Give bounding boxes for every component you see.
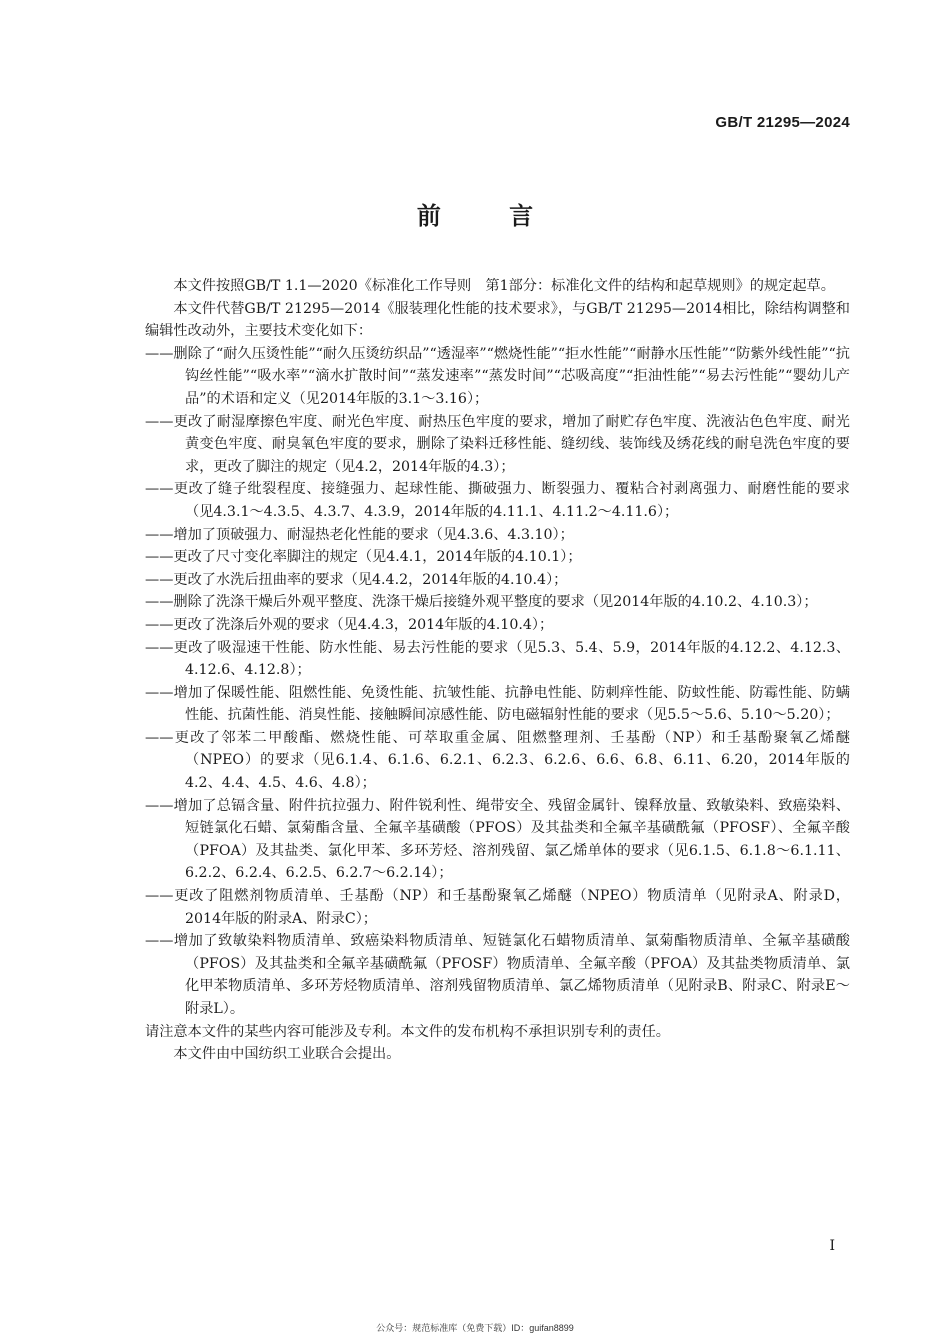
- change-item: ——更改了水洗后扭曲率的要求（见4.4.2，2014年版的4.10.4）；: [145, 571, 568, 588]
- change-item: ——更改了洗涤后外观的要求（见4.4.3，2014年版的4.10.4）；: [145, 616, 554, 633]
- change-item: ——删除了洗涤干燥后外观平整度、洗涤干燥后接缝外观平整度的要求（见2014年版的4.10.2、4.10.3）；: [145, 594, 818, 611]
- change-item: ——更改了耐湿摩擦色牢度、耐光色牢度、耐热压色牢度的要求，增加了耐贮存色牢度、洗液沾色色牢度、耐光黄变色牢度、耐臭氧色牢度的要求，删除了染料迁移性能、缝纫线、装饰线及绣花线的耐皂洗色牢度的要求，更改了脚注的规定（见4.2，2014年版的4.3）；: [145, 413, 850, 475]
- change-item: ——更改了缝子纰裂程度、接缝强力、起球性能、撕破强力、断裂强力、覆粘合衬剥离强力、耐磨性能的要求（见4.3.1～4.3.5、4.3.7、4.3.9，2014年版的4.11.1、4.11.2～4.11.6）；: [145, 481, 850, 520]
- change-item: ——更改了邻苯二甲酸酯、燃烧性能、可萃取重金属、阻燃整理剂、壬基酚（NP）和壬基酚聚氧乙烯醚（NPEO）的要求（见6.1.4、6.1.6、6.2.1、6.2.3、6.2.6、6.6、6.8、6.11、6.20，2014年版的4.2、4.4、4.5、4.6、4.8）；: [145, 729, 850, 792]
- proposed-by: 本文件由中国纺织工业联合会提出。: [173, 1046, 401, 1063]
- replacement-paragraph: 本文件代替GB/T 21295—2014《服装理化性能的技术要求》，与GB/T 21295—2014相比，除结构调整和编辑性改动外，主要技术变化如下：: [145, 300, 850, 340]
- page-title: 前 言: [416, 201, 564, 230]
- document-body: [145, 275, 850, 1066]
- footer-watermark: 公众号：规范标准库（免费下载）ID：guifan8899: [376, 1323, 574, 1333]
- change-item: ——删除了“耐久压烫性能”“耐久压烫纺织品”“透湿率”“燃烧性能”“拒水性能”“耐静水压性能”“防紫外线性能”“抗钩丝性能”“吸水率”“滴水扩散时间”“蒸发速率”“蒸发时间”“芯吸高度”“拒油性能”“易去污性能”“婴幼儿产品”的术语和定义（见2014年版的3.1～3.16）；: [145, 345, 850, 407]
- change-item: ——更改了尺寸变化率脚注的规定（见4.4.1，2014年版的4.10.1）；: [145, 549, 582, 566]
- page-number: I: [829, 1238, 835, 1254]
- intro-paragraph: 本文件按照GB/T 1.1—2020《标准化工作导则 第1部分：标准化文件的结构和起草规则》的规定起草。: [173, 278, 835, 294]
- change-item: ——更改了吸湿速干性能、防水性能、易去污性能的要求（见5.3、5.4、5.9，2014年版的4.12.2、4.12.3、4.12.6、4.12.8）；: [145, 639, 850, 679]
- standard-number: GB/T 21295—2024: [715, 114, 850, 131]
- patent-note: 请注意本文件的某些内容可能涉及专利。本文件的发布机构不承担识别专利的责任。: [145, 1023, 670, 1040]
- change-item: ——增加了致敏染料物质清单、致癌染料物质清单、短链氯化石蜡物质清单、氯菊酯物质清单、全氟辛基磺酸（PFOS）及其盐类和全氟辛基磺酰氟（PFOSF）物质清单、全氟辛酸（PFOA）及其盐类物质清单、氯化甲苯物质清单、多环芳烃物质清单、溶剂残留物质清单、氯乙烯物质清单（见附录B、附录C、附录E～附录L）。: [145, 933, 850, 1017]
- change-item: ——增加了顶破强力、耐湿热老化性能的要求（见4.3.6、4.3.10）；: [145, 526, 574, 543]
- change-item: ——更改了阻燃剂物质清单、壬基酚（NP）和壬基酚聚氧乙烯醚（NPEO）物质清单（见附录A、附录D，2014年版的附录A、附录C）；: [145, 888, 850, 927]
- change-item: ——增加了总镉含量、附件抗拉强力、附件锐利性、绳带安全、残留金属针、镍释放量、致敏染料、致癌染料、短链氯化石蜡、氯菊酯含量、全氟辛基磺酸（PFOS）及其盐类和全氟辛基磺酰氟（PFOSF）、全氟辛酸（PFOA）及其盐类、氯化甲苯、多环芳烃、溶剂残留、氯乙烯单体的要求（见6.1.5、6.1.8～6.1.11、6.2.2、6.2.4、6.2.5、6.2.7～6.2.14）；: [145, 797, 850, 882]
- change-item: ——增加了保暖性能、阻燃性能、免烫性能、抗皱性能、抗静电性能、防刺痒性能、防蚊性能、防霉性能、防螨性能、抗菌性能、消臭性能、接触瞬间凉感性能、防电磁辐射性能的要求（见5.5～5.6、5.10～5.20）；: [145, 684, 850, 724]
